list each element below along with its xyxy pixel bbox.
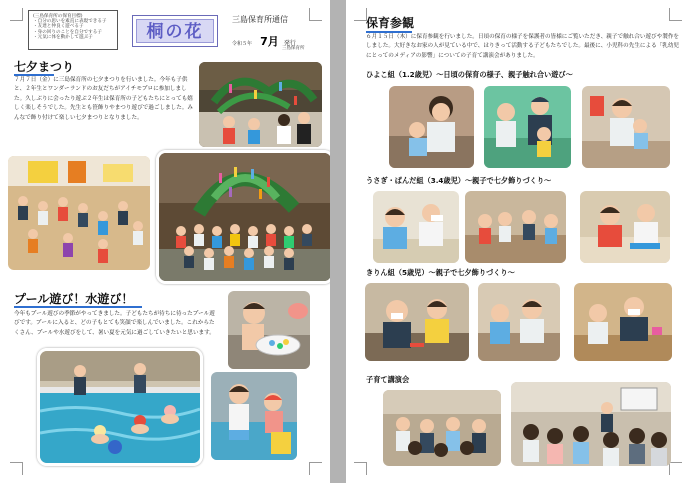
tanabata-group-photo [156, 150, 330, 284]
kirin-subheading: きりん組（5歳児）～親子で七夕飾りづくり～ [366, 268, 515, 277]
issuer-name: 三島保育所 [282, 46, 305, 51]
newsletter-page-left [0, 0, 330, 483]
nursery-goals-box [28, 10, 118, 50]
hiyoko-photo-3 [582, 86, 670, 168]
issue-label: 発行 [283, 40, 296, 47]
hiyoko-photo-1 [389, 86, 474, 168]
goal-line: ・元気に体を動かして遊ぶ子 [33, 34, 93, 40]
usagi-photo-2 [465, 191, 566, 263]
kirin-photo-2 [478, 283, 560, 361]
issue-month: 7月 [260, 35, 279, 48]
crop-mark-icon [10, 8, 23, 21]
crop-mark-icon [309, 8, 322, 21]
sankan-heading: 保育参観 [366, 16, 415, 30]
crop-mark-icon [669, 8, 682, 21]
usagi-photo-3 [580, 191, 670, 263]
pool-text: 今年もプール遊びの季節がやってきました。子どもたちが待ちに待ったプール遊びです。プールに入ると、どの子もとても笑顔で楽しんでいました。これからたくさん、プールや水遊びをして、暑い夏を元気に過ごしていきたいと思います。 [14, 311, 215, 336]
newsletter-masthead [132, 15, 218, 47]
lecture-photo-2 [511, 382, 671, 466]
pool-kids-photo [211, 372, 297, 460]
crop-mark-icon [309, 462, 322, 475]
page-gutter [330, 0, 346, 483]
tanabata-classroom-photo [8, 156, 150, 270]
heading-underline [14, 306, 142, 308]
kirin-photo-1 [365, 283, 469, 361]
usagi-photo-1 [373, 191, 459, 263]
sankan-text: ６月１５日（木）に保育参観を行いました。日頃の保育の様子を保護者の皆様にご覧いただき、親子で触れ合い遊びや製作をしました。大好きなお家の人が見ている中で、はりきって活動する子どもたちでした。最後に、小児科の先生による「乳幼児にとってのメディアの影響」についての子育て講演会がありました。 [366, 34, 680, 59]
usagi-panda-subheading: うさぎ・ぱんだ組（3.4歳児）～親子で七夕飾りづくり～ [366, 176, 552, 185]
pool-heading: プール遊び！水遊び！ [14, 292, 134, 306]
hiyoko-subheading: ひよこ組（1.2歳児）～日頃の保育の様子、親子触れ合い遊び～ [366, 70, 573, 79]
goal-line: ・友達と仲良く遊べる子 [33, 24, 84, 30]
issue-era: 令和５年 [232, 41, 253, 47]
kirin-photo-3 [574, 283, 672, 361]
publisher-name: 三島保育所通信 [232, 15, 288, 24]
water-play-photo [228, 291, 310, 369]
tanabata-text: ７月７日（金）に三島保育所の七夕まつりを行いました。今年も子供と、２年生とワンダーランドのお友だちがアイチモプロに参加しました。久しぶりに会ったり遊ぶ２年生は保育所の子どもたちにとっても嬉しく楽しそうでした。先生とも笹飾りやまつり遊びで過ごしました。みんなで飾り付けて楽しい七夕まつりとなりました。 [14, 77, 194, 121]
hiyoko-photo-2 [484, 86, 571, 168]
crop-mark-icon [669, 462, 682, 475]
pool-photo [37, 348, 203, 466]
tanabata-bamboo-photo [199, 62, 322, 147]
tanabata-heading: 七夕まつり [14, 60, 75, 74]
crop-mark-icon [354, 462, 367, 475]
newsletter-title: 桐の花 [136, 19, 214, 43]
lecture-subheading: 子育て講演会 [366, 375, 410, 384]
lecture-photo-1 [383, 390, 501, 466]
goal-line: ・自分の思いを素直に表現できる子 [33, 19, 107, 25]
goal-line: (三島保育所の保育目標) [33, 14, 83, 19]
crop-mark-icon [10, 462, 23, 475]
newsletter-page-right [346, 0, 692, 483]
goal-line: ・身の回りのことを自分でする子 [33, 29, 102, 35]
